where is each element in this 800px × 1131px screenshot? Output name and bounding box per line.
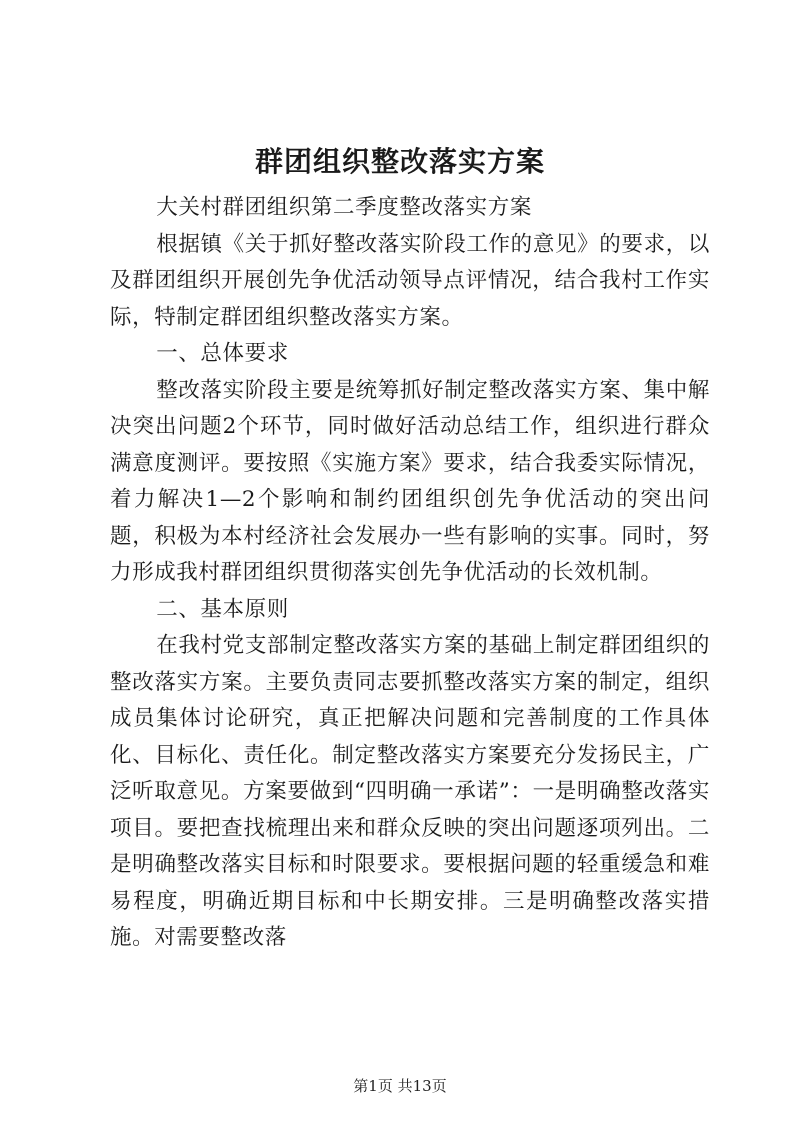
document-title: 群团组织整改落实方案 bbox=[254, 145, 545, 178]
section-heading-general-requirements: 一、总体要求 bbox=[156, 341, 289, 366]
section-heading-basic-principles: 二、基本原则 bbox=[156, 596, 289, 622]
subtitle-paragraph: 大关村群团组织第二季度整改落实方案 bbox=[156, 195, 532, 220]
document-body bbox=[110, 190, 710, 957]
page-number-footer: 第1页 共13页 bbox=[353, 1077, 447, 1095]
intro-paragraph: 根据镇《关于抓好整改落实阶段工作的意见》的要求，以及群团组织开展创先争优活动领导点评情况，结合我村工作实际，特制定群团组织整改落实方案。 bbox=[110, 231, 710, 330]
general-requirements-paragraph: 整改落实阶段主要是统筹抓好制定整改落实方案、集中解决突出问题2个环节，同时做好活动总结工作，组织进行群众满意度测评。要按照《实施方案》要求，结合我委实际情况，着力解决1—2个影响和制约团组织创先争优活动的突出问题，积极为本村经济社会发展办一些有影响的实事。同时，努力形成我村群团组织贯彻落实创先争优活动的长效机制。 bbox=[110, 377, 710, 585]
basic-principles-paragraph: 在我村党支部制定整改落实方案的基础上制定群团组织的整改落实方案。主要负责同志要抓整改落实方案的制定，组织成员集体讨论研究，真正把解决问题和完善制度的工作具体化、目标化、责任化。制定整改落实方案要充分发扬民主，广泛听取意见。方案要做到“四明确一承诺”：一是明确整改落实项目。要把查找梳理出来和群众反映的突出问题逐项列出。二是明确整改落实目标和时限要求。要根据问题的轻重缓急和难易程度，明确近期目标和中长期安排。三是明确整改落实措施。对需要整改落 bbox=[110, 633, 710, 950]
